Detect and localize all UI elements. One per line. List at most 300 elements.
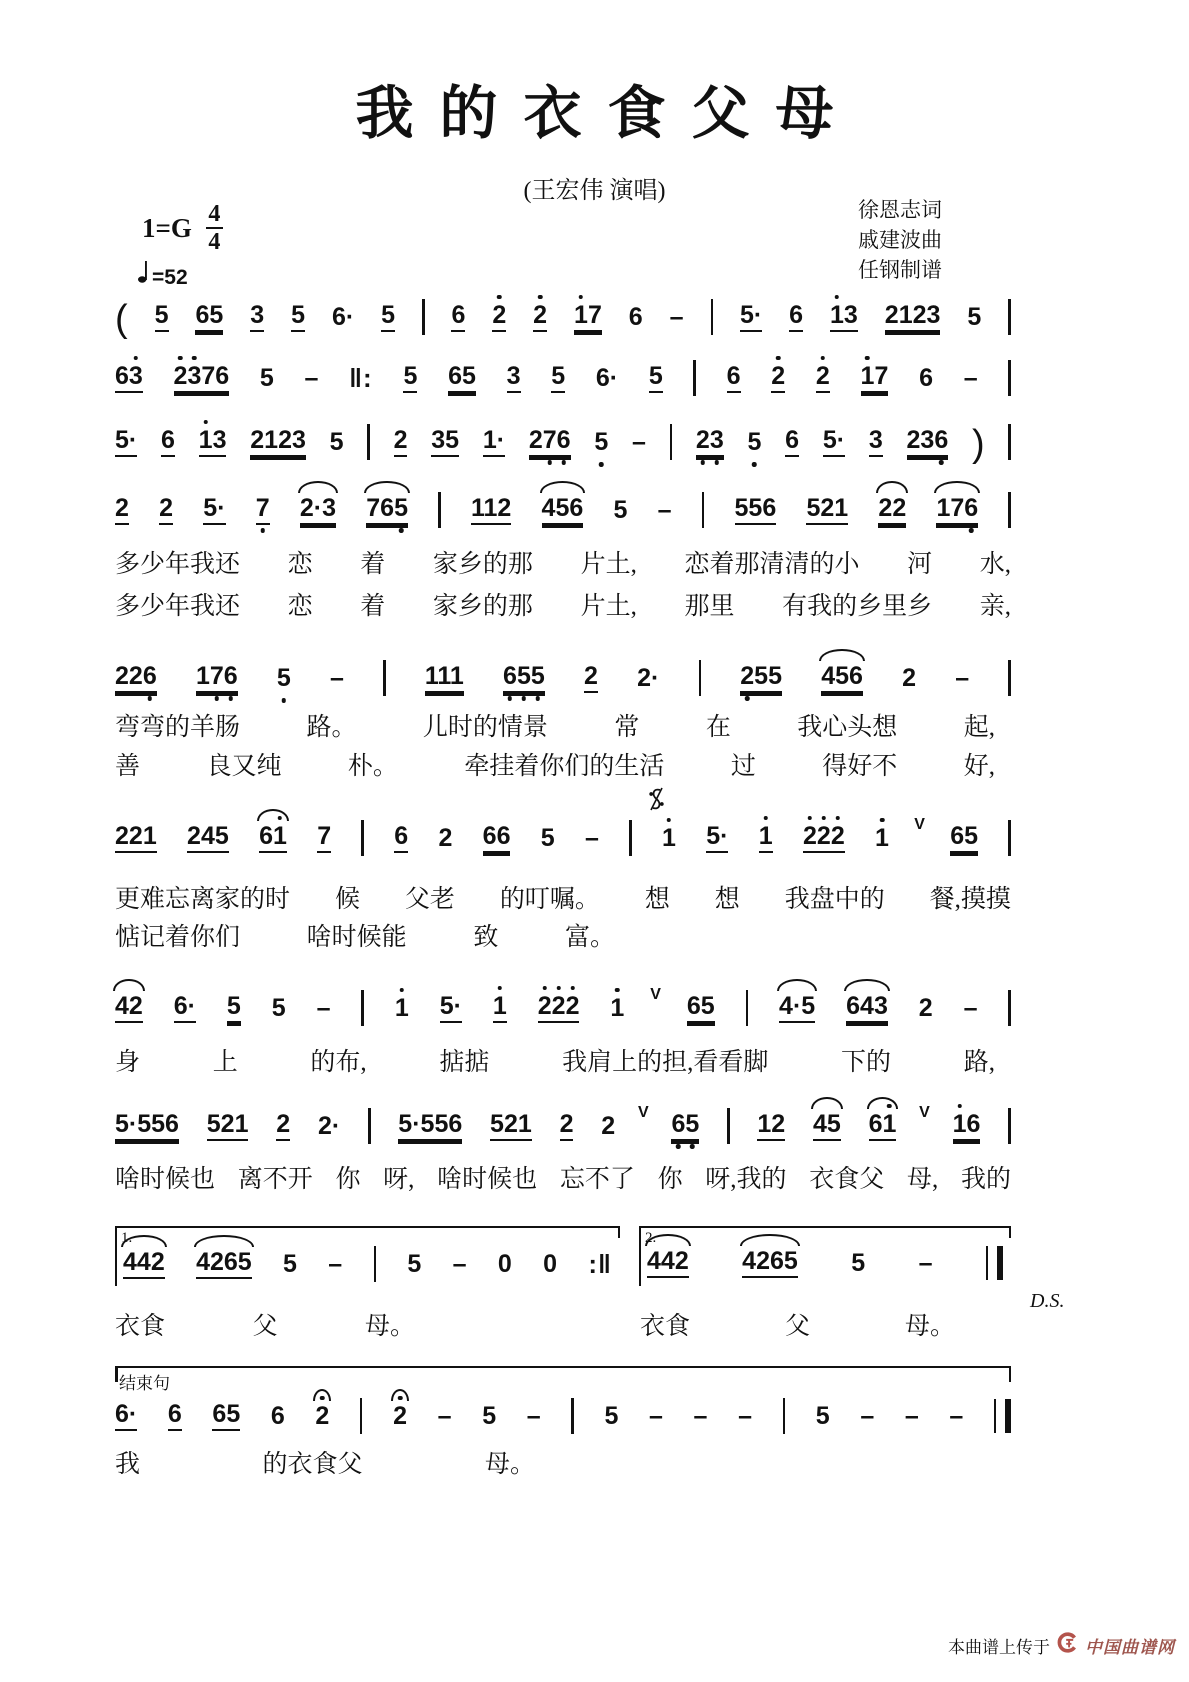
high-octave-note: 2 bbox=[771, 361, 786, 390]
low-octave-note: 5 bbox=[747, 427, 762, 456]
lyric-segment: 常 bbox=[614, 714, 640, 741]
lyric-segment: 家乡的那 bbox=[432, 593, 533, 620]
note-token: 456 bbox=[821, 664, 863, 693]
lyric-segment: 更难忘离家的时 bbox=[115, 886, 291, 913]
note-token: 2·3 bbox=[300, 496, 336, 525]
note-token bbox=[537, 991, 580, 1023]
high-octave-note: 1 bbox=[492, 991, 507, 1020]
note-token: 442 bbox=[123, 1250, 165, 1279]
lyric-segment: 离不开 bbox=[237, 1166, 313, 1193]
note-token: 4·5 bbox=[779, 994, 815, 1023]
lyrics-row-wrapper bbox=[115, 752, 995, 782]
lyrics-row bbox=[115, 885, 1011, 915]
low-octave-note: 3 bbox=[709, 425, 724, 454]
tempo-marking bbox=[138, 258, 188, 290]
high-octave-note: 2 bbox=[492, 300, 507, 329]
lyric-segment: 片土, bbox=[580, 551, 637, 578]
lyric-segment: 过 bbox=[730, 753, 756, 780]
lyrics-row bbox=[115, 1450, 535, 1480]
arranger-credit: 任钢制谱 bbox=[858, 257, 942, 282]
low-octave-note: 6 bbox=[503, 661, 517, 690]
lyrics-row-right bbox=[640, 1312, 955, 1342]
lyrics-row-wrapper bbox=[115, 885, 1011, 915]
note-token bbox=[918, 1248, 933, 1277]
note-token: 6 bbox=[727, 364, 741, 393]
volta-section-2 bbox=[639, 1226, 1011, 1286]
lyrics-row-wrapper bbox=[115, 592, 1011, 622]
lyric-segment: 牵挂着你们的生活 bbox=[464, 753, 665, 780]
note-token bbox=[648, 1401, 663, 1430]
note-token: 65 bbox=[195, 303, 223, 332]
note-token: 61 bbox=[259, 824, 287, 853]
barline bbox=[374, 1246, 377, 1282]
note-token: 276 bbox=[529, 428, 571, 457]
note-token: 13 bbox=[199, 428, 227, 457]
lyric-segment: 啥时候也 bbox=[437, 1166, 538, 1193]
note-token: 236 bbox=[907, 428, 949, 457]
barline bbox=[368, 1108, 371, 1144]
note-token bbox=[803, 821, 845, 853]
rest-dash: – bbox=[330, 663, 344, 692]
barline bbox=[422, 299, 425, 335]
note-token: 5 bbox=[540, 823, 555, 852]
note-token: 2 bbox=[159, 496, 173, 525]
note-token bbox=[904, 1401, 919, 1430]
note-token: 442 bbox=[647, 1249, 689, 1278]
note-token: 521 bbox=[806, 496, 848, 525]
note-token: 16 bbox=[953, 1112, 981, 1141]
high-octave-note: 2 bbox=[816, 821, 831, 850]
rest-dash: – bbox=[648, 1401, 663, 1430]
barline bbox=[783, 1398, 786, 1434]
note-token: 65 bbox=[212, 1402, 240, 1431]
notes-row-wrapper bbox=[115, 1104, 1011, 1144]
lyric-segment: 父 bbox=[784, 1313, 810, 1340]
barline bbox=[629, 820, 632, 856]
note-token bbox=[875, 823, 889, 852]
lyric-segment: 母。 bbox=[364, 1313, 415, 1340]
note-token: 521 bbox=[490, 1112, 532, 1141]
note-token: 1· bbox=[483, 428, 505, 457]
note-token: 5· bbox=[706, 824, 728, 853]
lyric-segment: 得好不 bbox=[822, 753, 898, 780]
barline bbox=[1008, 424, 1011, 460]
high-octave-note: 1 bbox=[574, 300, 588, 329]
low-octave-note: 7 bbox=[542, 425, 557, 454]
song-title: 我的衣食父母 bbox=[355, 79, 860, 147]
lyric-segment: 善 bbox=[115, 753, 141, 780]
performer-subtitle: (王宏伟 演唱) bbox=[523, 178, 666, 204]
low-octave-note: 5 bbox=[516, 661, 531, 690]
low-octave-note: 6 bbox=[934, 425, 949, 454]
notes-row-wrapper bbox=[115, 986, 1011, 1026]
barline bbox=[571, 1398, 574, 1434]
note-token: 5· bbox=[203, 496, 225, 525]
lyric-segment: 啥时候也 bbox=[115, 1166, 216, 1193]
note-token: 5 bbox=[155, 303, 169, 332]
notation-row bbox=[115, 816, 1011, 856]
low-octave-note: 7 bbox=[209, 661, 224, 690]
note-token: 65 bbox=[448, 364, 476, 393]
lyric-segment: 亲, bbox=[979, 593, 1011, 620]
note-token: 5 bbox=[604, 1401, 619, 1430]
note-token bbox=[949, 1401, 964, 1430]
note-token bbox=[955, 663, 970, 692]
note-token: 2 bbox=[394, 428, 408, 457]
lyric-segment: 我肩上的担,看看脚 bbox=[562, 1049, 769, 1076]
barline bbox=[1008, 299, 1011, 335]
note-token: 5· bbox=[740, 303, 762, 332]
note-token: 643 bbox=[846, 994, 888, 1023]
note-token bbox=[771, 361, 786, 393]
breath-mark: V bbox=[919, 1104, 930, 1121]
high-octave-note: 2 bbox=[533, 300, 548, 329]
note-token: 2 bbox=[276, 1112, 290, 1141]
lyric-segment: 我 bbox=[115, 1451, 141, 1478]
lyric-segment: 你 bbox=[335, 1166, 361, 1193]
note-token: 5 bbox=[967, 302, 982, 331]
note-token bbox=[662, 823, 676, 852]
rest-dash: – bbox=[452, 1249, 467, 1278]
final-barline bbox=[994, 1399, 1011, 1433]
note-token: 2376 bbox=[174, 364, 230, 393]
low-octave-note: 6 bbox=[223, 661, 238, 690]
lyric-segment: 想 bbox=[644, 886, 670, 913]
low-octave-note: 6 bbox=[671, 1109, 686, 1138]
barline bbox=[361, 990, 364, 1026]
lyric-segment: 身 bbox=[115, 1049, 141, 1076]
close-paren: ) bbox=[972, 423, 985, 465]
note-token: 45 bbox=[813, 1112, 841, 1141]
credits-block bbox=[858, 196, 942, 285]
lyric-segment: 路, bbox=[963, 1049, 995, 1076]
high-octave-note: 1 bbox=[272, 821, 287, 850]
high-octave-note: 1 bbox=[758, 821, 773, 850]
note-token bbox=[315, 1401, 330, 1430]
lyrics-row bbox=[115, 1048, 995, 1078]
lyric-segment: 着 bbox=[360, 551, 386, 578]
note-token bbox=[492, 991, 507, 1023]
lyric-segment: 我的 bbox=[960, 1166, 1011, 1193]
notation-row bbox=[115, 492, 1011, 528]
quarter-note-icon bbox=[138, 258, 149, 290]
footer bbox=[948, 1632, 1175, 1658]
note-token: 42 bbox=[115, 994, 143, 1023]
note-token bbox=[276, 663, 291, 692]
note-token bbox=[860, 1401, 875, 1430]
key-label: 1=G bbox=[142, 212, 192, 243]
note-token: 5 bbox=[403, 364, 417, 393]
low-octave-note: 5 bbox=[530, 661, 545, 690]
lyric-segment: 那里 bbox=[684, 593, 735, 620]
high-octave-note: 2 bbox=[830, 821, 845, 850]
barline bbox=[711, 299, 714, 335]
note-token: 226 bbox=[115, 664, 157, 693]
note-token: 6 bbox=[161, 428, 175, 457]
high-octave-note: 2 bbox=[551, 991, 566, 1020]
high-octave-note: 2 bbox=[565, 991, 580, 1020]
note-token bbox=[452, 1249, 467, 1278]
note-token bbox=[437, 1401, 452, 1430]
notation-row bbox=[123, 1246, 612, 1282]
note-token: 2 bbox=[438, 823, 453, 852]
lyric-segment: 母。 bbox=[484, 1451, 535, 1478]
note-token: 521 bbox=[207, 1112, 249, 1141]
end-repeat-sign: :‖ bbox=[588, 1249, 612, 1279]
barline bbox=[1008, 1108, 1011, 1144]
notation-row bbox=[647, 1246, 1003, 1280]
notation-row bbox=[115, 986, 1011, 1026]
lyric-segment: 呀,我的 bbox=[705, 1166, 787, 1193]
high-octave-note: 1 bbox=[952, 1109, 967, 1138]
lyric-segment: 恋 bbox=[287, 593, 313, 620]
lyrics-row bbox=[115, 923, 615, 953]
lyrics-row-wrapper bbox=[115, 1048, 995, 1078]
note-token: 17 bbox=[861, 364, 889, 393]
low-octave-note: 6 bbox=[556, 425, 571, 454]
rest-dash: – bbox=[963, 993, 978, 1022]
note-token: 2123 bbox=[250, 428, 306, 457]
notation-row bbox=[115, 1104, 1011, 1144]
breath-mark: V bbox=[914, 816, 925, 833]
note-token: 5·556 bbox=[398, 1112, 462, 1141]
rest-dash: – bbox=[526, 1401, 541, 1430]
lyric-segment: 啥时候能 bbox=[306, 924, 407, 951]
note-token: 255 bbox=[740, 664, 782, 693]
note-token bbox=[255, 493, 270, 525]
final-barline bbox=[986, 1246, 1003, 1280]
note-token: 5 bbox=[329, 427, 344, 456]
note-token: 6· bbox=[595, 363, 619, 392]
note-token bbox=[394, 993, 409, 1022]
note-token: 5 bbox=[381, 303, 395, 332]
note-token: 2 bbox=[902, 663, 917, 692]
note-token: 6 bbox=[628, 302, 643, 331]
note-token bbox=[963, 363, 978, 392]
note-token bbox=[533, 300, 548, 332]
tempo-value: =52 bbox=[152, 266, 188, 289]
rest-dash: – bbox=[669, 302, 684, 331]
low-octave-note: 7 bbox=[255, 493, 270, 522]
notation-row bbox=[115, 423, 1011, 465]
lyric-segment: 起, bbox=[963, 714, 995, 741]
lyric-segment: 衣食父 bbox=[809, 1166, 885, 1193]
high-octave-note: 2 bbox=[173, 361, 188, 390]
note-token: 6 bbox=[451, 303, 465, 332]
lyric-segment: 的布, bbox=[310, 1049, 367, 1076]
rest-dash: – bbox=[304, 363, 319, 392]
barline bbox=[1008, 492, 1011, 528]
site-name: 中国曲谱网 bbox=[1085, 1637, 1175, 1657]
note-token: 112 bbox=[471, 496, 511, 525]
time-signature bbox=[206, 202, 223, 254]
barline bbox=[693, 360, 696, 396]
note-token: 5 bbox=[482, 1401, 497, 1430]
rest-dash: – bbox=[955, 663, 970, 692]
lyric-segment: 河 bbox=[907, 551, 933, 578]
note-token bbox=[669, 302, 684, 331]
note-token: 6 bbox=[919, 363, 933, 392]
note-token: 2123 bbox=[885, 303, 941, 332]
rest-dash: – bbox=[963, 363, 978, 392]
lyrics-row-wrapper bbox=[115, 1165, 1011, 1195]
notes-row-wrapper bbox=[115, 423, 1011, 465]
note-token bbox=[631, 427, 646, 456]
volta-row-wrapper bbox=[115, 1226, 1011, 1286]
notes-row-wrapper bbox=[115, 816, 1011, 856]
lyrics-row-wrapper bbox=[115, 550, 1011, 580]
lyrics-row bbox=[115, 713, 995, 743]
note-token bbox=[594, 427, 609, 456]
high-octave-note: 1 bbox=[610, 993, 625, 1022]
note-token: 5 bbox=[551, 364, 565, 393]
high-octave-note: 2 bbox=[315, 1401, 330, 1430]
lyric-segment: 好, bbox=[963, 753, 995, 780]
note-token: 245 bbox=[187, 824, 229, 853]
high-octave-note: 3 bbox=[128, 361, 143, 390]
open-paren: ( bbox=[115, 298, 128, 340]
lyric-segment: 路。 bbox=[306, 714, 357, 741]
note-token: 6 bbox=[168, 1402, 182, 1431]
lyric-segment: 水, bbox=[979, 551, 1011, 578]
notation-row bbox=[115, 660, 1011, 696]
low-octave-note: 6 bbox=[964, 493, 979, 522]
rest-dash: – bbox=[693, 1401, 708, 1430]
ending-label: 结束句 bbox=[119, 1374, 170, 1393]
note-token: 6 bbox=[785, 428, 799, 457]
ds-marking: D.S. bbox=[1030, 1290, 1065, 1312]
high-octave-note: 1 bbox=[830, 300, 844, 329]
note-token: 65 bbox=[950, 824, 978, 853]
rest-dash: – bbox=[657, 495, 672, 524]
barline bbox=[1008, 360, 1011, 396]
note-token: 5· bbox=[823, 428, 845, 457]
lyric-segment: 我心头想 bbox=[797, 714, 898, 741]
barline bbox=[727, 1108, 730, 1144]
high-octave-note: 2 bbox=[815, 361, 830, 390]
high-octave-note: 1 bbox=[198, 425, 213, 454]
note-token: 66 bbox=[483, 824, 511, 853]
key-signature bbox=[142, 202, 223, 254]
note-token: 176 bbox=[936, 496, 978, 525]
lyrics-row-left bbox=[115, 1312, 415, 1342]
note-token: 5 bbox=[259, 363, 274, 392]
lyric-segment: 父 bbox=[252, 1313, 278, 1340]
note-token bbox=[815, 361, 830, 393]
note-token bbox=[747, 427, 762, 456]
note-token bbox=[738, 1401, 752, 1430]
note-token: 4265 bbox=[196, 1250, 252, 1279]
note-token: 456 bbox=[542, 496, 584, 525]
barline bbox=[746, 990, 749, 1026]
lyrics-row bbox=[115, 550, 1011, 580]
lyric-segment: 有我的乡里乡 bbox=[782, 593, 933, 620]
note-token: 2 bbox=[584, 664, 598, 693]
lyric-segment: 片土, bbox=[580, 593, 637, 620]
note-token: 6 bbox=[394, 824, 408, 853]
note-token bbox=[758, 821, 773, 853]
low-octave-note: 5 bbox=[685, 1109, 700, 1138]
notes-row-wrapper bbox=[115, 360, 1011, 396]
note-token: 5 bbox=[851, 1248, 866, 1277]
rest-dash: – bbox=[631, 427, 646, 456]
note-token: 765 bbox=[366, 496, 408, 525]
note-token bbox=[657, 495, 672, 524]
lyric-segment: 掂掂 bbox=[439, 1049, 490, 1076]
high-octave-note: 2 bbox=[393, 1401, 408, 1430]
high-octave-note: 1 bbox=[875, 823, 889, 852]
rest-dash: – bbox=[904, 1401, 919, 1430]
breath-mark: V bbox=[650, 986, 661, 1003]
notation-row bbox=[115, 298, 1011, 340]
high-octave-note: 1 bbox=[860, 361, 875, 390]
note-token: 2· bbox=[637, 663, 660, 692]
barline bbox=[367, 424, 370, 460]
note-token: 61 bbox=[869, 1112, 897, 1141]
note-token: 111 bbox=[425, 664, 464, 693]
note-token: 5· bbox=[440, 994, 462, 1023]
volta-section-1 bbox=[115, 1226, 620, 1286]
lyric-segment: 致 bbox=[473, 924, 499, 951]
lyric-segment: 多少年我还 bbox=[115, 551, 241, 578]
site-logo-icon bbox=[1057, 1632, 1078, 1658]
barline bbox=[699, 660, 702, 696]
note-token: 6· bbox=[115, 1402, 137, 1431]
lyrics-row-wrapper bbox=[115, 923, 615, 953]
lyrics-row bbox=[115, 1165, 1011, 1195]
barline bbox=[1008, 990, 1011, 1026]
note-token bbox=[330, 663, 344, 692]
high-octave-note: 2 bbox=[803, 821, 817, 850]
breath-mark: V bbox=[637, 1104, 649, 1121]
note-token bbox=[671, 1109, 700, 1141]
note-token: 5 bbox=[649, 364, 663, 393]
note-token bbox=[328, 1249, 343, 1278]
note-token: 12 bbox=[757, 1112, 785, 1141]
note-token: 13 bbox=[830, 303, 858, 332]
lyric-segment: 母, bbox=[906, 1166, 939, 1193]
note-token: 35 bbox=[431, 428, 459, 457]
volta-label: 1. bbox=[121, 1230, 133, 1246]
note-token: 556 bbox=[735, 496, 777, 525]
notation-row bbox=[115, 360, 1011, 396]
note-token bbox=[492, 300, 507, 332]
lyric-segment: 想 bbox=[714, 886, 740, 913]
note-token: 5 bbox=[271, 993, 286, 1022]
lyric-segment: 弯弯的羊肠 bbox=[115, 714, 241, 741]
rest-dash: – bbox=[860, 1401, 875, 1430]
lyric-segment: 母。 bbox=[904, 1313, 955, 1340]
low-octave-note: 6 bbox=[142, 661, 157, 690]
high-octave-note: 2 bbox=[537, 991, 552, 1020]
lyric-segment: 良又纯 bbox=[206, 753, 282, 780]
note-token: 65 bbox=[687, 994, 715, 1023]
rest-dash: – bbox=[918, 1248, 933, 1277]
lyric-segment: 的叮嘱。 bbox=[499, 886, 600, 913]
notes-row-wrapper bbox=[115, 660, 1011, 696]
rest-dash: – bbox=[316, 993, 331, 1022]
notes-row-wrapper bbox=[115, 298, 1011, 340]
note-token: 6· bbox=[174, 994, 196, 1023]
low-octave-note: 5 bbox=[394, 493, 408, 522]
segno-icon bbox=[648, 786, 665, 817]
note-token bbox=[503, 661, 545, 693]
lyric-segment: 上 bbox=[212, 1049, 238, 1076]
lyrics-row bbox=[115, 592, 1011, 622]
note-token bbox=[393, 1401, 408, 1430]
rest-dash: – bbox=[328, 1249, 343, 1278]
barline bbox=[360, 1398, 363, 1434]
